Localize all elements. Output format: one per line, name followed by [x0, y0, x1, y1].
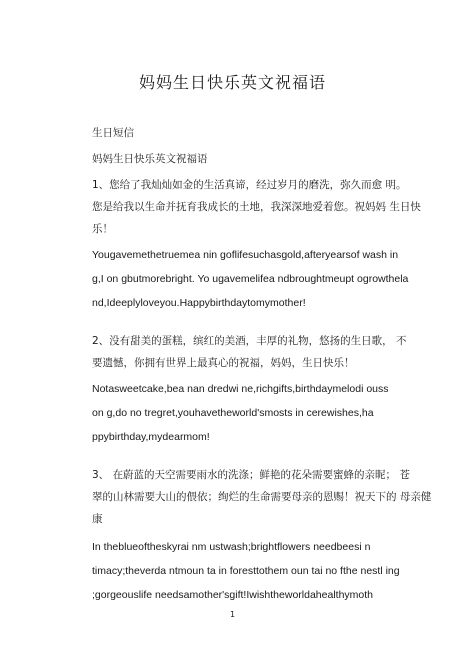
subtitle: 妈妈生日快乐英文祝福语 [92, 153, 208, 165]
p3-en-line-2: timacy;theverda ntmoun ta in foresttothem oun tai no fthe nestl ing [92, 565, 400, 577]
p1-en-line-1: Yougavemethetruemea nin goflifesuchasgold,afteryearsof wash in [92, 249, 399, 261]
p2-en-line-2: on g,do no tregret,youhavetheworld'smosts in cerewishes,ha [92, 407, 374, 419]
page-number: 1 [229, 610, 236, 619]
p3-zh-line-1: 3、 在蔚蓝的天空需要雨水的洗涤；鲜艳的花朵需要蜜蜂的亲昵； 苍 [92, 469, 410, 481]
p2-zh-line-2: 要遗憾，你拥有世界上最真心的祝福，妈妈，生日快乐！ [92, 357, 355, 369]
p2-en-line-1: Notasweetcake,bea nan dredwi ne,richgifts,birthdaymelodi ouss [92, 383, 389, 395]
p1-en-line-2: g,I on gbutmorebright. Yo ugavemelifea ndbroughtmeupt ogrowthela [92, 273, 409, 285]
page-title: 妈妈生日快乐英文祝福语 [138, 73, 326, 92]
p1-zh-line-3: 乐！ [92, 223, 113, 235]
p3-en-line-1: In theblueoftheskyrai nm ustwash;brightflowers needbeesi n [92, 541, 371, 553]
p1-zh-line-1: 1、您给了我灿灿如金的生活真谛，经过岁月的磨洗，弥久而愈 明。 [92, 179, 407, 191]
p1-en-line-3: nd,Ideeplyloveyou.Happybirthdaytomymother! [92, 297, 306, 309]
p3-en-line-3: ;gorgeouslife needsamother'sgift!Iwishtheworldahealthymoth [92, 589, 373, 601]
p3-zh-line-2: 翠的山林需要大山的偎依；绚烂的生命需要母亲的恩赐！祝天下的 母亲健 [92, 491, 432, 503]
subheading: 生日短信 [92, 127, 134, 139]
p2-en-line-3: ppybirthday,mydearmom! [92, 431, 210, 443]
p3-zh-line-3: 康 [92, 513, 103, 525]
p1-zh-line-2: 您是给我以生命并抚育我成长的土地，我深深地爱着您。祝妈妈 生日快 [92, 201, 421, 213]
p2-zh-line-1: 2、没有甜美的蛋糕，缤红的美酒，丰厚的礼物，悠扬的生日歌， 不 [92, 335, 407, 347]
